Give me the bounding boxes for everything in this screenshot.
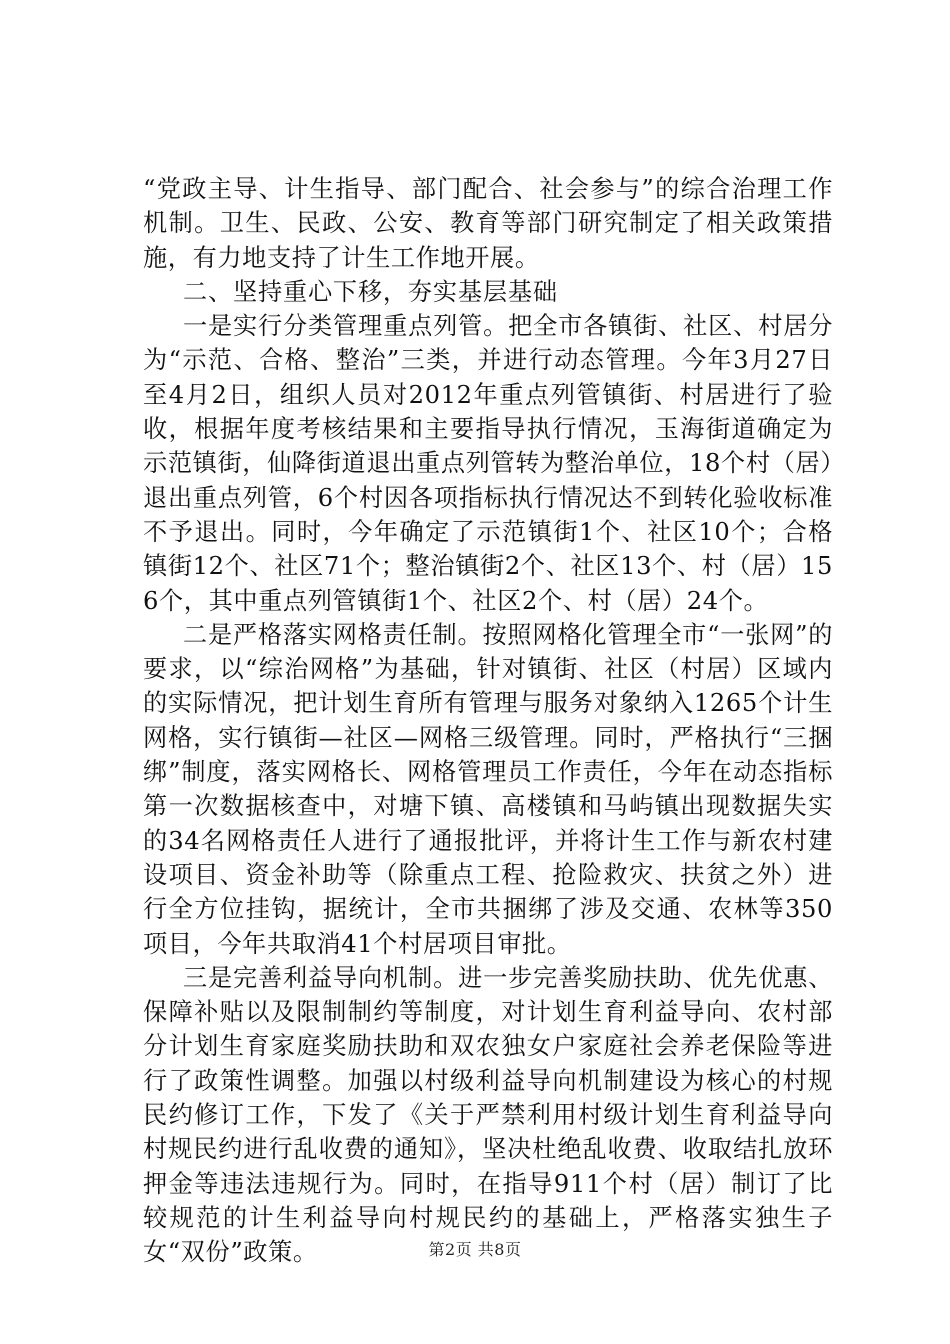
page-number-footer: 第2页 共8页: [428, 1240, 522, 1259]
document-body: [143, 172, 833, 1270]
paragraph-classified-management: 一是实行分类管理重点列管。把全市各镇街、社区、村居分为“示范、合格、整治”三类，并进行动态管理。今年3月27日至4月2日，组织人员对2012年重点列管镇街、村居进行了验收，根据年度考核结果和主要指导执行情况，玉海街道确定为示范镇街，仙降街道退出重点列管转为整治单位，18个村（居）退出重点列管，6个村因各项指标执行情况达不到转化验收标准不予退出。同时，今年确定了示范镇街1个、社区10个；合格镇街12个、社区71个；整治镇街2个、社区13个、村（居）156个，其中重点列管镇街1个、社区2个、村（居）24个。: [143, 312, 833, 615]
paragraph-policy-mechanism: “党政主导、计生指导、部门配合、社会参与”的综合治理工作机制。卫生、民政、公安、教育等部门研究制定了相关政策措施，有力地支持了计生工作地开展。: [143, 175, 833, 272]
paragraph-grid-responsibility: 二是严格落实网格责任制。按照网格化管理全市“一张网”的要求，以“综治网格”为基础，针对镇街、社区（村居）区域内的实际情况，把计划生育所有管理与服务对象纳入1265个计生网格，实行镇街—社区—网格三级管理。同时，严格执行“三捆绑”制度，落实网格长、网格管理员工作责任，今年在动态指标第一次数据核查中，对塘下镇、高楼镇和马屿镇出现数据失实的34名网格责任人进行了通报批评，并将计生工作与新农村建设项目、资金补助等（除重点工程、抢险救灾、扶贫之外）进行全方位挂钩，据统计，全市共捆绑了涉及交通、农林等350项目，今年共取消41个村居项目审批。: [143, 620, 833, 958]
paragraph-interest-guidance: 三是完善利益导向机制。进一步完善奖励扶助、优先优惠、保障补贴以及限制制约等制度，对计划生育利益导向、农村部分计划生育家庭奖励扶助和双农独女户家庭社会养老保险等进行了政策性调整。加强以村级利益导向机制建设为核心的村规民约修订工作，下发了《关于严禁利用村级计划生育利益导向村规民约进行乱收费的通知》，坚决杜绝乱收费、收取结扎放环押金等违法违规行为。同时，在指导911个村（居）制订了比较规范的计生利益导向村规民约的基础上，严格落实独生子女“双份”政策。: [143, 963, 833, 1267]
section-heading-2: 二、坚持重心下移，夯实基层基础: [183, 277, 558, 306]
